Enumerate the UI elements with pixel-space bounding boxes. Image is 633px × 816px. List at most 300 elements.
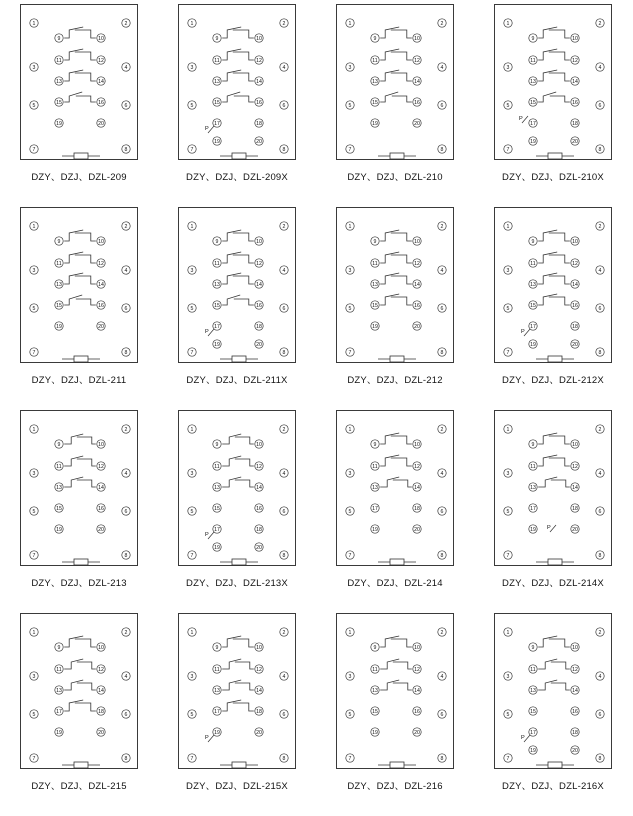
diagram-cell	[474, 410, 632, 613]
svg-text:5: 5	[348, 305, 352, 312]
svg-text:6: 6	[440, 305, 444, 312]
terminal	[438, 754, 446, 762]
svg-text:5: 5	[506, 711, 510, 718]
terminal	[213, 98, 221, 106]
terminal	[280, 348, 288, 356]
terminal	[188, 551, 196, 559]
terminal	[371, 322, 379, 330]
svg-text:2: 2	[282, 223, 286, 230]
terminal	[529, 137, 537, 145]
svg-text:14: 14	[256, 484, 262, 491]
terminal	[346, 551, 354, 559]
terminal	[255, 462, 263, 470]
svg-text:1: 1	[190, 426, 194, 433]
svg-text:6: 6	[440, 508, 444, 515]
terminal	[596, 145, 604, 153]
terminal	[371, 440, 379, 448]
terminal	[55, 483, 63, 491]
svg-text:20: 20	[572, 526, 578, 533]
socket-diagram	[336, 613, 454, 769]
terminal	[596, 222, 604, 230]
svg-text:14: 14	[572, 281, 578, 288]
terminal	[122, 266, 130, 274]
terminal	[55, 686, 63, 694]
svg-text:10: 10	[414, 35, 420, 42]
svg-text:8: 8	[440, 552, 444, 559]
terminal	[255, 504, 263, 512]
terminal	[346, 145, 354, 153]
svg-text:P: P	[521, 329, 525, 335]
svg-text:20: 20	[98, 729, 104, 736]
p-marker	[519, 116, 528, 123]
terminal	[97, 665, 105, 673]
terminal	[97, 440, 105, 448]
terminal	[438, 145, 446, 153]
terminal	[346, 63, 354, 71]
terminal	[213, 56, 221, 64]
terminal	[413, 686, 421, 694]
svg-text:15: 15	[530, 302, 536, 309]
terminal	[280, 101, 288, 109]
svg-text:9: 9	[531, 35, 535, 42]
terminal	[213, 280, 221, 288]
svg-text:14: 14	[256, 281, 262, 288]
svg-text:10: 10	[572, 441, 578, 448]
svg-text:P: P	[205, 126, 209, 132]
terminal	[188, 672, 196, 680]
diagram-caption: DZY、DZJ、DZL-212	[347, 375, 443, 386]
terminal	[280, 304, 288, 312]
svg-text:15: 15	[372, 708, 378, 715]
svg-text:13: 13	[214, 78, 220, 85]
svg-text:15: 15	[56, 505, 62, 512]
svg-text:19: 19	[214, 341, 220, 348]
svg-text:5: 5	[506, 102, 510, 109]
svg-text:9: 9	[373, 238, 377, 245]
terminal	[529, 665, 537, 673]
diagram-cell	[158, 613, 316, 816]
terminal	[188, 63, 196, 71]
svg-text:3: 3	[348, 267, 352, 274]
svg-text:9: 9	[373, 35, 377, 42]
svg-text:7: 7	[348, 755, 352, 762]
socket-diagram	[178, 613, 296, 769]
svg-text:13: 13	[214, 484, 220, 491]
svg-text:1: 1	[32, 20, 36, 27]
terminal	[571, 301, 579, 309]
svg-text:3: 3	[32, 470, 36, 477]
terminal	[97, 643, 105, 651]
terminal	[346, 469, 354, 477]
terminal	[413, 440, 421, 448]
svg-text:19: 19	[530, 341, 536, 348]
svg-text:5: 5	[506, 508, 510, 515]
diagram-caption: DZY、DZJ、DZL-213X	[186, 578, 288, 589]
svg-text:5: 5	[190, 305, 194, 312]
socket-diagram	[494, 410, 612, 566]
terminal	[280, 710, 288, 718]
svg-text:10: 10	[414, 238, 420, 245]
terminal	[438, 469, 446, 477]
svg-text:10: 10	[256, 238, 262, 245]
terminal	[504, 145, 512, 153]
terminal	[571, 665, 579, 673]
terminal	[571, 280, 579, 288]
terminal	[596, 754, 604, 762]
terminal	[122, 19, 130, 27]
terminal	[30, 63, 38, 71]
terminal	[255, 525, 263, 533]
socket-diagram	[336, 4, 454, 160]
p-marker	[547, 525, 556, 532]
terminal	[280, 425, 288, 433]
terminal	[529, 280, 537, 288]
terminal	[596, 425, 604, 433]
terminal	[188, 101, 196, 109]
svg-text:P: P	[547, 525, 551, 531]
terminal	[188, 754, 196, 762]
terminal	[255, 322, 263, 330]
terminal	[504, 101, 512, 109]
terminal	[413, 525, 421, 533]
terminal	[30, 304, 38, 312]
terminal	[97, 259, 105, 267]
terminal	[571, 237, 579, 245]
svg-text:15: 15	[214, 505, 220, 512]
terminal	[529, 686, 537, 694]
terminal	[213, 77, 221, 85]
terminal	[213, 137, 221, 145]
svg-text:14: 14	[98, 687, 104, 694]
terminal	[55, 301, 63, 309]
terminal	[504, 628, 512, 636]
svg-text:6: 6	[124, 102, 128, 109]
terminal	[504, 304, 512, 312]
terminal	[346, 754, 354, 762]
svg-text:4: 4	[282, 64, 286, 71]
svg-text:18: 18	[572, 505, 578, 512]
svg-text:6: 6	[124, 305, 128, 312]
terminal	[55, 56, 63, 64]
svg-text:3: 3	[32, 267, 36, 274]
svg-text:7: 7	[348, 146, 352, 153]
svg-text:2: 2	[124, 223, 128, 230]
svg-text:20: 20	[98, 526, 104, 533]
svg-text:4: 4	[124, 673, 128, 680]
terminal	[371, 56, 379, 64]
terminal	[371, 728, 379, 736]
terminal	[529, 462, 537, 470]
svg-text:19: 19	[56, 323, 62, 330]
svg-text:20: 20	[256, 341, 262, 348]
svg-text:18: 18	[256, 120, 262, 127]
svg-text:3: 3	[32, 64, 36, 71]
svg-text:13: 13	[372, 281, 378, 288]
terminal	[55, 643, 63, 651]
terminal	[346, 672, 354, 680]
terminal	[529, 340, 537, 348]
svg-text:3: 3	[348, 470, 352, 477]
svg-text:11: 11	[530, 260, 536, 267]
terminal	[30, 469, 38, 477]
svg-text:19: 19	[530, 747, 536, 754]
svg-text:12: 12	[98, 666, 104, 673]
terminal	[213, 301, 221, 309]
svg-text:16: 16	[256, 302, 262, 309]
terminal	[55, 707, 63, 715]
terminal	[529, 746, 537, 754]
p-marker	[205, 735, 214, 742]
terminal	[122, 551, 130, 559]
terminal	[55, 77, 63, 85]
svg-text:9: 9	[531, 441, 535, 448]
svg-text:10: 10	[572, 35, 578, 42]
terminal	[122, 222, 130, 230]
socket-diagram	[336, 207, 454, 363]
svg-text:17: 17	[530, 323, 536, 330]
terminal	[371, 643, 379, 651]
terminal	[122, 469, 130, 477]
svg-text:16: 16	[414, 302, 420, 309]
svg-text:7: 7	[506, 349, 510, 356]
terminal	[213, 686, 221, 694]
svg-text:10: 10	[414, 644, 420, 651]
terminal	[371, 259, 379, 267]
terminal	[30, 628, 38, 636]
terminal	[571, 322, 579, 330]
terminal	[438, 672, 446, 680]
svg-text:7: 7	[32, 146, 36, 153]
svg-text:7: 7	[348, 349, 352, 356]
svg-text:11: 11	[372, 57, 378, 64]
svg-text:16: 16	[256, 99, 262, 106]
terminal	[571, 707, 579, 715]
svg-text:4: 4	[598, 470, 602, 477]
terminal	[55, 525, 63, 533]
terminal	[438, 551, 446, 559]
terminal	[438, 19, 446, 27]
terminal	[97, 237, 105, 245]
svg-text:7: 7	[190, 755, 194, 762]
svg-text:2: 2	[282, 426, 286, 433]
svg-text:20: 20	[256, 544, 262, 551]
terminal	[346, 266, 354, 274]
terminal	[188, 145, 196, 153]
svg-text:13: 13	[530, 687, 536, 694]
terminal	[255, 665, 263, 673]
terminal	[255, 483, 263, 491]
terminal	[571, 686, 579, 694]
socket-diagram	[20, 410, 138, 566]
svg-text:19: 19	[372, 120, 378, 127]
svg-text:17: 17	[214, 708, 220, 715]
terminal	[529, 56, 537, 64]
terminal	[213, 259, 221, 267]
svg-text:19: 19	[372, 323, 378, 330]
terminal	[413, 504, 421, 512]
svg-text:8: 8	[282, 349, 286, 356]
svg-text:11: 11	[372, 463, 378, 470]
diagram-caption: DZY、DZJ、DZL-216	[347, 781, 443, 792]
svg-text:3: 3	[506, 673, 510, 680]
terminal	[596, 551, 604, 559]
svg-text:6: 6	[440, 711, 444, 718]
svg-text:P: P	[205, 735, 209, 741]
diagram-cell	[0, 410, 158, 613]
terminal	[30, 19, 38, 27]
terminal	[413, 119, 421, 127]
terminal	[97, 119, 105, 127]
terminal	[346, 425, 354, 433]
terminal	[413, 77, 421, 85]
svg-text:5: 5	[348, 508, 352, 515]
svg-text:7: 7	[32, 349, 36, 356]
svg-text:18: 18	[256, 708, 262, 715]
terminal	[571, 525, 579, 533]
diagram-caption: DZY、DZJ、DZL-209X	[186, 172, 288, 183]
svg-text:13: 13	[56, 281, 62, 288]
svg-text:7: 7	[190, 552, 194, 559]
terminal	[413, 483, 421, 491]
svg-text:10: 10	[256, 441, 262, 448]
terminal	[371, 707, 379, 715]
svg-text:17: 17	[372, 505, 378, 512]
terminal	[371, 237, 379, 245]
svg-text:7: 7	[190, 146, 194, 153]
terminal	[571, 462, 579, 470]
terminal	[255, 643, 263, 651]
terminal	[122, 145, 130, 153]
terminal	[438, 628, 446, 636]
diagram-cell	[0, 207, 158, 410]
diagram-cell	[158, 4, 316, 207]
terminal	[255, 543, 263, 551]
terminal	[504, 266, 512, 274]
svg-text:5: 5	[190, 508, 194, 515]
terminal	[213, 707, 221, 715]
svg-text:7: 7	[32, 755, 36, 762]
svg-text:4: 4	[440, 64, 444, 71]
terminal	[596, 672, 604, 680]
terminal	[596, 101, 604, 109]
terminal	[122, 672, 130, 680]
svg-text:8: 8	[440, 349, 444, 356]
svg-text:15: 15	[56, 99, 62, 106]
svg-text:2: 2	[124, 20, 128, 27]
terminal	[97, 525, 105, 533]
diagram-caption: DZY、DZJ、DZL-211	[31, 375, 127, 386]
svg-text:3: 3	[348, 673, 352, 680]
svg-text:10: 10	[414, 441, 420, 448]
p-marker	[205, 329, 214, 336]
terminal	[55, 665, 63, 673]
terminal	[213, 525, 221, 533]
svg-text:12: 12	[572, 463, 578, 470]
terminal	[213, 237, 221, 245]
terminal	[97, 728, 105, 736]
svg-text:20: 20	[98, 120, 104, 127]
svg-text:5: 5	[32, 305, 36, 312]
terminal	[529, 34, 537, 42]
diagram-caption: DZY、DZJ、DZL-210	[347, 172, 443, 183]
terminal	[438, 222, 446, 230]
svg-text:3: 3	[190, 470, 194, 477]
svg-text:4: 4	[440, 267, 444, 274]
svg-text:5: 5	[190, 711, 194, 718]
terminal	[413, 34, 421, 42]
terminal	[529, 237, 537, 245]
svg-text:6: 6	[124, 711, 128, 718]
terminal	[55, 34, 63, 42]
svg-text:13: 13	[56, 78, 62, 85]
terminal	[596, 507, 604, 515]
terminal	[188, 348, 196, 356]
terminal	[188, 222, 196, 230]
terminal	[122, 754, 130, 762]
svg-text:10: 10	[256, 644, 262, 651]
terminal	[529, 707, 537, 715]
svg-text:13: 13	[214, 687, 220, 694]
svg-text:P: P	[205, 532, 209, 538]
terminal	[346, 628, 354, 636]
svg-text:7: 7	[506, 552, 510, 559]
svg-text:5: 5	[32, 102, 36, 109]
terminal	[529, 440, 537, 448]
svg-text:11: 11	[56, 666, 62, 673]
terminal	[55, 98, 63, 106]
terminal	[571, 440, 579, 448]
terminal	[438, 710, 446, 718]
diagram-caption: DZY、DZJ、DZL-213	[31, 578, 127, 589]
svg-text:1: 1	[190, 629, 194, 636]
svg-text:4: 4	[598, 673, 602, 680]
svg-text:6: 6	[282, 305, 286, 312]
svg-text:11: 11	[530, 57, 536, 64]
terminal	[280, 551, 288, 559]
terminal	[97, 280, 105, 288]
terminal	[122, 710, 130, 718]
svg-text:7: 7	[190, 349, 194, 356]
terminal	[213, 543, 221, 551]
svg-text:19: 19	[56, 526, 62, 533]
svg-text:4: 4	[282, 267, 286, 274]
terminal	[346, 101, 354, 109]
terminal	[438, 266, 446, 274]
terminal	[188, 507, 196, 515]
terminal	[413, 237, 421, 245]
terminal	[504, 425, 512, 433]
svg-text:13: 13	[530, 78, 536, 85]
p-marker	[205, 532, 214, 539]
terminal	[97, 707, 105, 715]
svg-text:19: 19	[214, 544, 220, 551]
svg-text:6: 6	[282, 508, 286, 515]
terminal	[55, 504, 63, 512]
svg-text:4: 4	[282, 470, 286, 477]
svg-text:10: 10	[98, 644, 104, 651]
terminal	[97, 301, 105, 309]
svg-text:11: 11	[214, 463, 220, 470]
terminal	[97, 483, 105, 491]
svg-text:8: 8	[282, 146, 286, 153]
terminal	[55, 440, 63, 448]
svg-text:19: 19	[372, 729, 378, 736]
svg-text:1: 1	[506, 629, 510, 636]
terminal	[529, 77, 537, 85]
socket-diagram	[178, 410, 296, 566]
svg-text:12: 12	[572, 666, 578, 673]
svg-text:6: 6	[282, 711, 286, 718]
